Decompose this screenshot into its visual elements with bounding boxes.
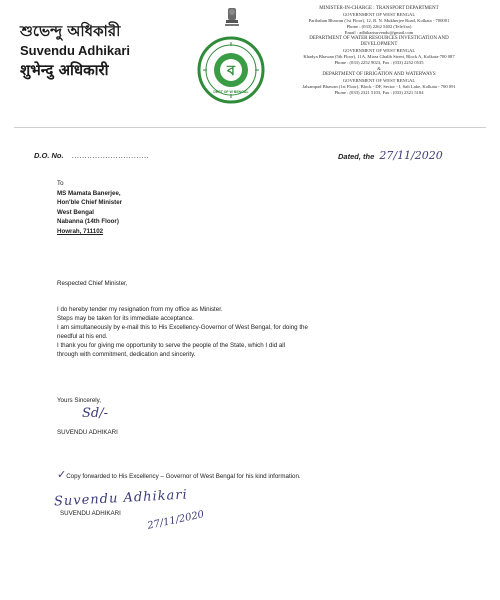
dated-field — [338, 149, 443, 162]
address-to: To — [57, 180, 64, 187]
seal-text: DEPT OF W BENGAL — [213, 90, 249, 94]
letterhead-line: Phone : (033) 2262 5402 (Tele/fax) — [346, 24, 412, 29]
letterhead-line: Email : adhikarisuvendu@gmail.com — [344, 30, 414, 35]
dated-label: Dated, the — [338, 152, 375, 161]
department-seal — [197, 36, 265, 104]
body-line: I thank you for giving me opportunity to serve the people of the State, which I did all — [57, 342, 286, 349]
body-line: through with commitment, dedication and sincerity. — [57, 351, 196, 358]
handwritten-date: 27/11/2020 — [146, 509, 206, 532]
do-number-dots: .............................. — [71, 151, 150, 160]
letterhead-line: MINISTER-IN-CHARGE : TRANSPORT DEPARTMENT — [319, 6, 439, 11]
address-line: West Bengal — [57, 208, 95, 216]
salutation: Respected Chief Minister, — [57, 280, 128, 287]
signature-mark: Sd/- — [82, 406, 108, 421]
letterhead-line: Jalsampad Bhawan (1st Floor), Block - DF, Sector - I, Salt Lake, Kolkata - 700 091 — [302, 84, 456, 89]
do-number — [34, 151, 149, 160]
recipient-address — [57, 179, 122, 236]
letterhead-line: Phone : (033) 2321 5103, Fax : (033) 2321 5184 — [334, 90, 424, 95]
body-line: I am simultaneously by e-mail this to His Excellency-Governor of West Bengal, for doing the — [57, 324, 308, 331]
letterhead-line: DEPARTMENT OF IRRIGATION AND WATERWAYS — [322, 72, 436, 77]
letterhead-line: GOVERNMENT OF WEST BENGAL — [342, 78, 416, 83]
header-divider — [14, 127, 486, 128]
address-line: Hon'ble Chief Minister — [57, 199, 123, 206]
signatory-name-2: SUVENDU ADHIKARI — [60, 510, 121, 517]
address-line: MS Mamata Banerjee, — [57, 189, 121, 197]
body-line: needful at his end. — [57, 333, 108, 340]
address-line: Howrah, 711102 — [57, 227, 104, 235]
letterhead-line: & — [377, 66, 381, 71]
address-line: Nabanna (14th Floor) — [57, 218, 119, 225]
letterhead-line: GOVERNMENT OF WEST BENGAL — [342, 12, 416, 17]
body-line: Steps may be taken for its immediate acceptance. — [57, 315, 194, 322]
name-bengali: শুভেন্দু অধিকারী — [20, 22, 121, 40]
letterhead-line: DEVELOPMENT — [360, 42, 398, 47]
letterhead-right-block — [265, 6, 493, 96]
letterhead-line: Khadya Bhawan (5th Floor), 11A, Mirza Ghalib Street, Block A, Kolkata-700 087 — [303, 54, 455, 59]
closing: Yours Sincerely, — [57, 397, 102, 404]
do-number-label: D.O. No. — [34, 151, 64, 160]
letter-body — [57, 305, 477, 359]
copy-forwarded — [57, 470, 487, 481]
body-line: I do hereby tender my resignation from my office as Minister. — [57, 306, 223, 313]
name-english: Suvendu Adhikari — [20, 43, 131, 58]
svg-text:ব: ব — [227, 63, 235, 79]
state-emblem-icon — [222, 6, 242, 28]
letterhead-line: DEPARTMENT OF WATER RESOURCES INVESTIGATION AND — [309, 36, 449, 41]
letterhead-line: GOVERNMENT OF WEST BENGAL — [342, 48, 416, 53]
dated-value: 27/11/2020 — [379, 149, 443, 162]
letterhead-line: Phone : (033) 2252 9023, Fax : (033) 2252 0535 — [334, 60, 424, 65]
signatory-name: SUVENDU ADHIKARI — [57, 429, 118, 436]
handwritten-signature: Suvendu Adhikari — [53, 487, 189, 510]
copy-forwarded-text: Copy forwarded to His Excellency – Governor of West Bengal for his kind information. — [66, 473, 301, 480]
tick-icon: ✓ — [57, 468, 67, 481]
name-hindi: शुभेन्दु अधिकारी — [20, 61, 109, 79]
letterhead-line: Paribahan Bhawan (1st Floor), 12, R. N. Mukherjee Road, Kolkata - 700001 — [308, 18, 450, 23]
